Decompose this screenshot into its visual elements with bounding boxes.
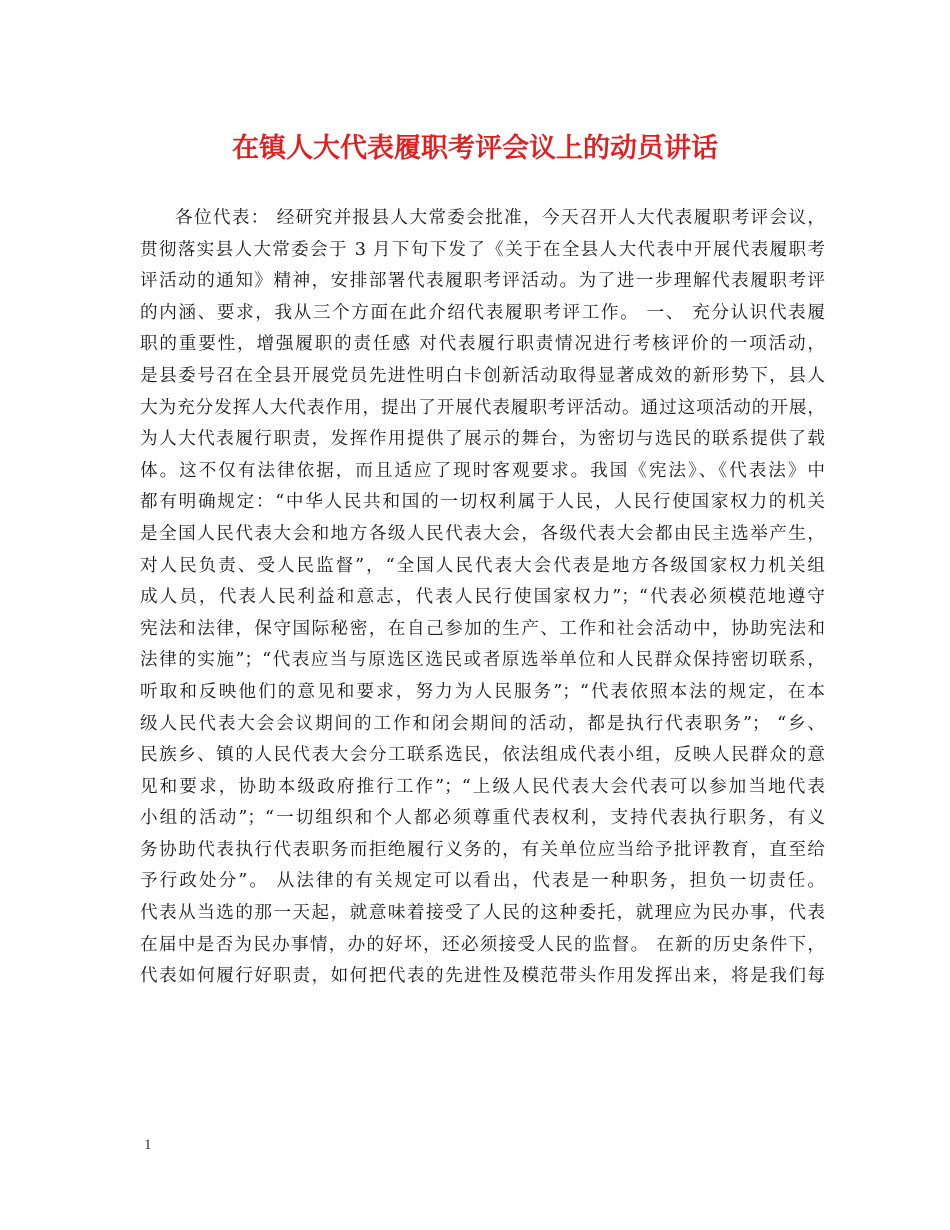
text-line: 各位代表： 经研究并报县人大常委会批准，今天召开人大代表履职考评会议， [175,208,825,228]
text-line: 听取和反映他们的意见和要求，努力为人民服务”；“代表依照本法的规定，在本 [140,681,825,702]
text-line: 法律的实施”；“代表应当与原选区选民或者原选举单位和人民群众保持密切联系， [140,650,825,671]
document-title: 在镇人大代表履职考评会议上的动员讲话 [232,133,718,164]
text-line: 大为充分发挥人大代表作用，提出了开展代表履职考评活动。通过这项活动的开展， [140,397,825,418]
text-line: 贯彻落实县人大常委会于 3 月下旬下发了《关于在全县人大代表中开展代表履职考 [140,239,825,260]
text-line: 小组的活动”；“一切组织和个人都必须尊重代表权利，支持代表执行职务，有义 [140,808,825,829]
text-line: 评活动的通知》精神，安排部署代表履职考评活动。为了进一步理解代表履职考评 [140,271,825,292]
text-line: 是县委号召在全县开展党员先进性明白卡创新活动取得显著成效的新形势下，县人 [140,365,825,386]
text-line: 代表如何履行好职责，如何把代表的先进性及模范带头作用发挥出来，将是我们每 [140,966,825,987]
text-line: 代表从当选的那一天起，就意味着接受了人民的这种委托，就理应为民办事，代表 [140,903,825,924]
text-line: 为人大代表履行职责，发挥作用提供了展示的舞台，为密切与选民的联系提供了载 [140,429,825,450]
text-line: 民族乡、镇的人民代表大会分工联系选民，依法组成代表小组，反映人民群众的意 [140,745,825,766]
text-line: 宪法和法律，保守国际秘密，在自己参加的生产、工作和社会活动中，协助宪法和 [140,618,825,639]
text-line: 予行政处分”。 从法律的有关规定可以看出，代表是一种职务，担负一切责任。 [140,871,825,892]
text-line: 在届中是否为民办事情，办的好坏，还必须接受人民的监督。 在新的历史条件下， [140,934,825,955]
text-line: 体。这不仅有法律依据，而且适应了现时客观要求。我国《宪法》、《代表法》中 [140,460,825,481]
text-line: 都有明确规定：“中华人民共和国的一切权利属于人民，人民行使国家权力的机关 [140,492,825,513]
text-line: 的内涵、要求，我从三个方面在此介绍代表履职考评工作。 一、 充分认识代表履 [140,302,825,323]
text-line: 见和要求，协助本级政府推行工作”；“上级人民代表大会代表可以参加当地代表 [140,776,825,797]
text-line: 务协助代表执行代表职务而拒绝履行义务的，有关单位应当给予批评教育，直至给 [140,839,825,860]
text-line: 对人民负责、受人民监督”，“全国人民代表大会代表是地方各级国家权力机关组 [140,555,825,576]
page-number: 1 [144,1137,152,1153]
text-line: 级人民代表大会会议期间的工作和闭会期间的活动，都是执行代表职务”； “乡、 [140,713,825,734]
text-line: 是全国人民代表大会和地方各级人民代表大会，各级代表大会都由民主选举产生， [140,523,825,544]
text-line: 成人员，代表人民利益和意志，代表人民行使国家权力”；“代表必须模范地遵守 [140,587,825,608]
text-line: 职的重要性，增强履职的责任感 对代表履行职责情况进行考核评价的一项活动， [140,334,825,355]
document-body [140,203,825,993]
